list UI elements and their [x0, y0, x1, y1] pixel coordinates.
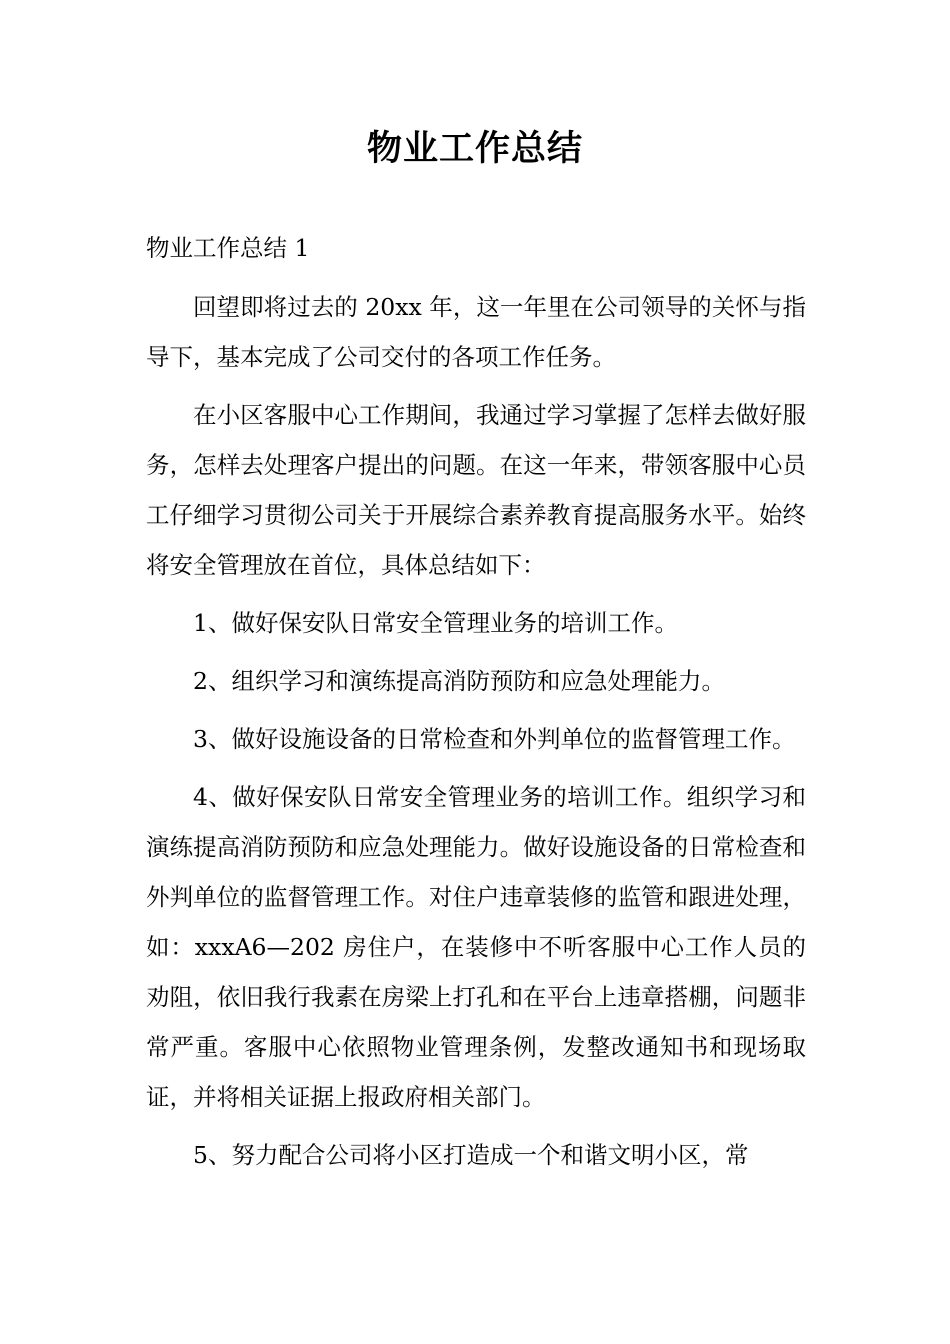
- list-item-3: 3、做好设施设备的日常检查和外判单位的监督管理工作。: [193, 725, 796, 753]
- document-title: 物业工作总结: [366, 129, 583, 169]
- paragraph-intro: 回望即将过去的 20xx 年，这一年里在公司领导的关怀与指导下，基本完成了公司交付的各项工作任务。: [146, 293, 806, 371]
- document-body: [146, 282, 806, 1188]
- list-item-4: 4、做好保安队日常安全管理业务的培训工作。组织学习和演练提高消防预防和应急处理能力。做好设施设备的日常检查和外判单位的监督管理工作。对住户违章装修的监管和跟进处理，如：xxxA6—202 房住户，在装修中不听客服中心工作人员的劝阻，依旧我行我素在房梁上打孔和在平台上违章搭棚，问题非常严重。客服中心依照物业管理条例，发整改通知书和现场取证，并将相关证据上报政府相关部门。: [146, 783, 806, 1111]
- section-heading: 物业工作总结 1: [146, 234, 310, 262]
- paragraph-service: 在小区客服中心工作期间，我通过学习掌握了怎样去做好服务，怎样去处理客户提出的问题。在这一年来，带领客服中心员工仔细学习贯彻公司关于开展综合素养教育提高服务水平。始终将安全管理放在首位，具体总结如下：: [146, 401, 806, 579]
- list-item-1: 1、做好保安队日常安全管理业务的培训工作。: [193, 609, 678, 637]
- list-item-2: 2、组织学习和演练提高消防预防和应急处理能力。: [193, 667, 725, 695]
- list-item-5: 5、努力配合公司将小区打造成一个和谐文明小区，常: [193, 1141, 749, 1169]
